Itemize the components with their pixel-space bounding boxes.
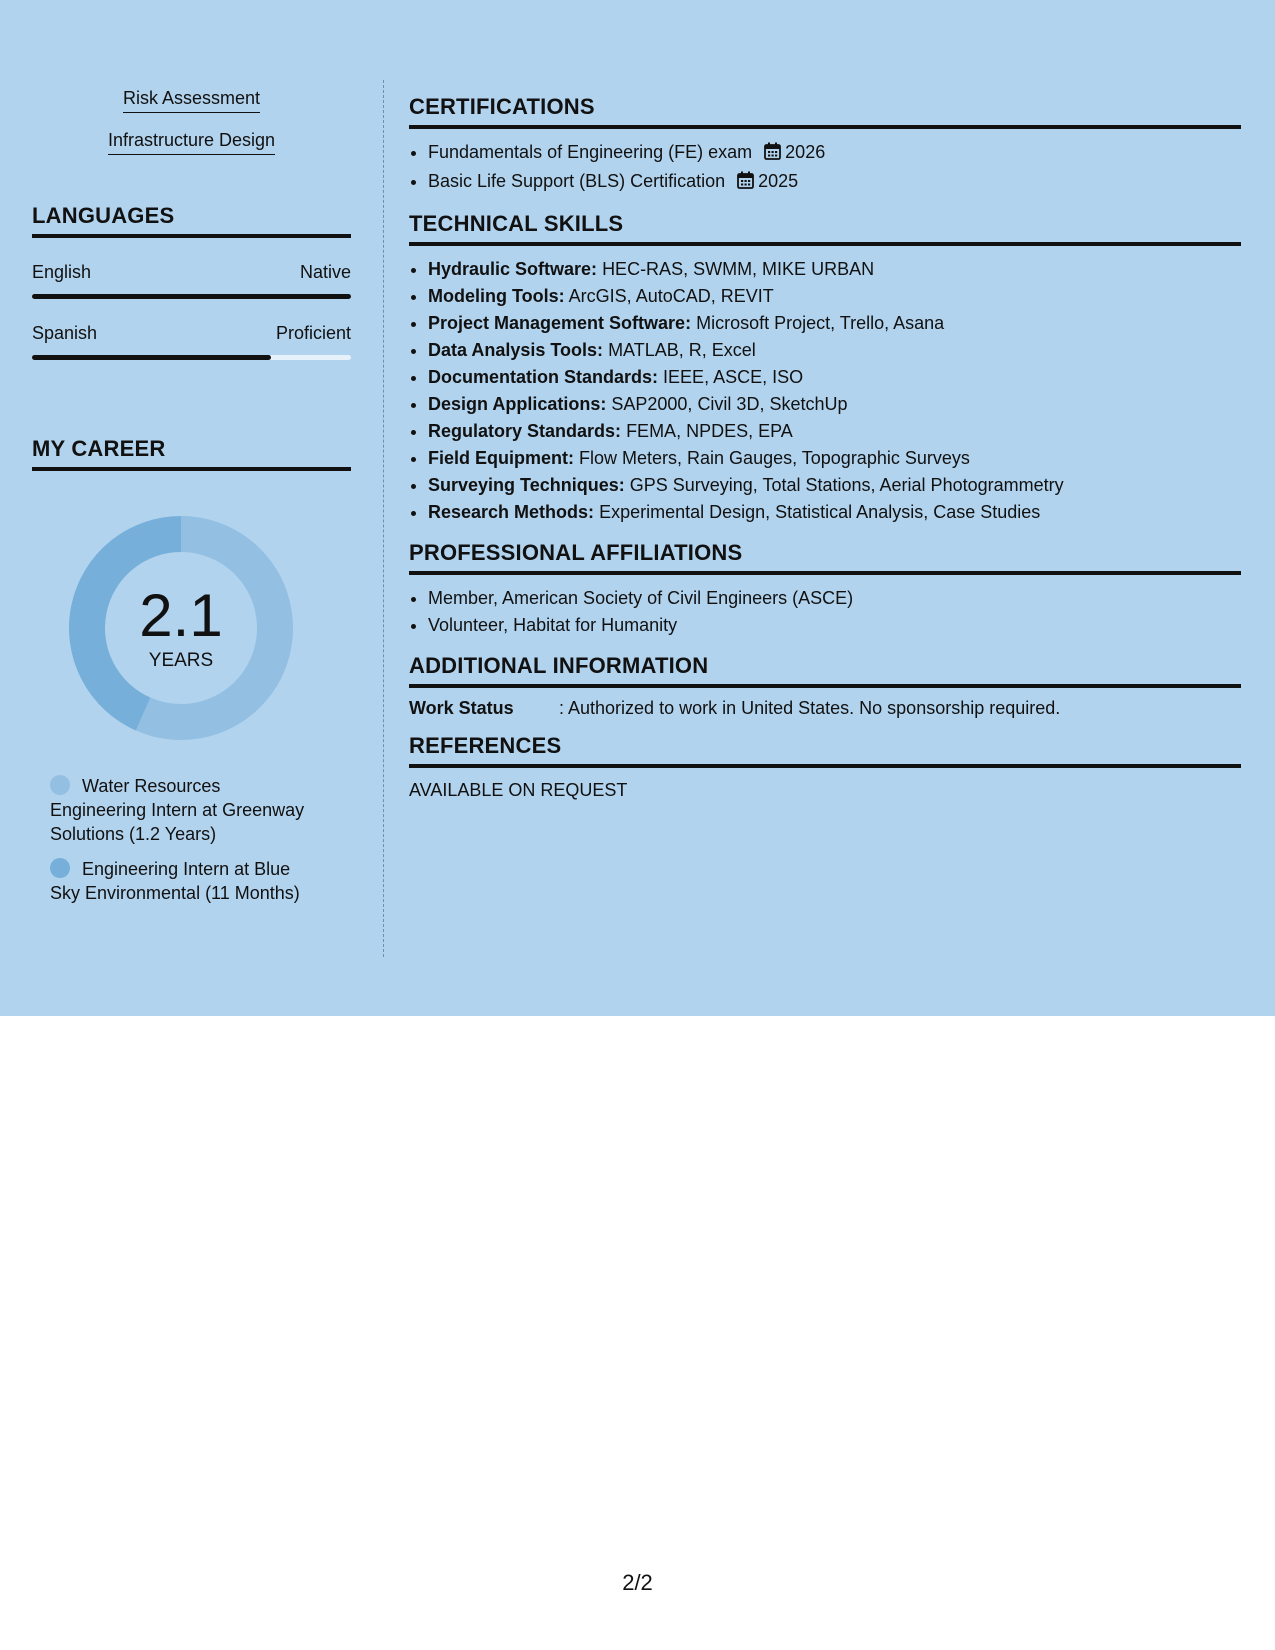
- skill-tag-risk-assessment: Risk Assessment: [123, 88, 260, 113]
- certification-name: Fundamentals of Engineering (FE) exam: [428, 142, 753, 162]
- skill-label: Surveying Techniques:: [428, 475, 625, 495]
- skill-value: Experimental Design, Statistical Analysis, Case Studies: [599, 502, 1041, 522]
- skill-value: IEEE, ASCE, ISO: [663, 367, 804, 387]
- skill-value: MATLAB, R, Excel: [608, 340, 756, 360]
- career-donut-chart: [66, 513, 296, 743]
- career-legend-item: [50, 857, 320, 905]
- languages-heading: LANGUAGES: [32, 203, 351, 238]
- career-entry-text: Water Resources Engineering Intern at Greenway Solutions (1.2 Years): [50, 776, 305, 844]
- legend-dot: [50, 858, 70, 878]
- certification-year: 2026: [785, 142, 826, 162]
- affiliation-item: • Member, American Society of Civil Engineers (ASCE): [428, 585, 1241, 612]
- certifications-heading: CERTIFICATIONS: [409, 94, 1241, 129]
- technical-skills-heading: TECHNICAL SKILLS: [409, 211, 1241, 246]
- sidebar: [32, 80, 351, 916]
- affiliations-section: [409, 540, 1241, 639]
- skill-item: [428, 418, 1241, 445]
- affiliation-item: • Volunteer, Habitat for Humanity: [428, 612, 1241, 639]
- certification-name: Basic Life Support (BLS) Certification: [428, 171, 726, 191]
- skill-label: Data Analysis Tools:: [428, 340, 604, 360]
- career-legend: [50, 774, 320, 905]
- language-level: Proficient: [275, 323, 351, 343]
- skill-value: FEMA, NPDES, EPA: [626, 421, 793, 441]
- certification-year: 2025: [758, 171, 799, 191]
- skill-item: [428, 445, 1241, 472]
- skill-value: GPS Surveying, Total Stations, Aerial Photogrammetry: [629, 475, 1064, 495]
- skill-item: [428, 256, 1241, 283]
- work-status-row: [409, 698, 1241, 719]
- calendar-icon: [737, 170, 754, 197]
- skill-item: [428, 391, 1241, 418]
- language-name: English: [32, 262, 92, 282]
- language-level: Native: [299, 262, 351, 282]
- certifications-section: [409, 94, 1241, 197]
- career-entry-text: Engineering Intern at Blue Sky Environmental (11 Months): [50, 859, 300, 903]
- language-proficiency-fill: [32, 355, 271, 360]
- references-section: [409, 733, 1241, 801]
- skill-value: Flow Meters, Rain Gauges, Topographic Surveys: [579, 448, 970, 468]
- skill-label: Project Management Software:: [428, 313, 692, 333]
- skill-item: [428, 364, 1241, 391]
- legend-dot: [50, 775, 70, 795]
- skill-tag-infrastructure-design: Infrastructure Design: [108, 130, 275, 155]
- skill-item: [428, 283, 1241, 310]
- skill-item: [428, 499, 1241, 526]
- language-spanish: [32, 323, 351, 360]
- career-legend-item: [50, 774, 320, 846]
- page-number: 2/2: [622, 1570, 653, 1595]
- language-name: Spanish: [32, 323, 98, 343]
- skill-tags: [32, 80, 351, 172]
- skill-value: SAP2000, Civil 3D, SketchUp: [611, 394, 848, 414]
- skill-value: Microsoft Project, Trello, Asana: [696, 313, 945, 333]
- skill-label: Field Equipment:: [428, 448, 574, 468]
- additional-info-heading: ADDITIONAL INFORMATION: [409, 653, 1241, 688]
- technical-skills-section: [409, 211, 1241, 526]
- skill-item: [428, 310, 1241, 337]
- skill-label: Regulatory Standards:: [428, 421, 622, 441]
- references-text: AVAILABLE ON REQUEST: [409, 780, 628, 800]
- main-content: [409, 94, 1241, 815]
- column-divider: [383, 80, 384, 957]
- language-proficiency-bar: [32, 355, 351, 360]
- skill-label: Documentation Standards:: [428, 367, 659, 387]
- work-status-label: Work Status: [409, 698, 514, 718]
- career-total-years: 2.1: [139, 582, 223, 649]
- language-english: [32, 262, 351, 299]
- language-proficiency-bar: [32, 294, 351, 299]
- work-status-value: : Authorized to work in United States. No sponsorship required.: [559, 698, 1061, 718]
- calendar-icon: [764, 141, 781, 168]
- career-heading: MY CAREER: [32, 436, 351, 471]
- skill-label: Research Methods:: [428, 502, 595, 522]
- additional-info-section: [409, 653, 1241, 719]
- skill-item: [428, 337, 1241, 364]
- skill-label: Design Applications:: [428, 394, 607, 414]
- skill-label: Modeling Tools:: [428, 286, 565, 306]
- affiliations-heading: PROFESSIONAL AFFILIATIONS: [409, 540, 1241, 575]
- language-proficiency-fill: [32, 294, 351, 299]
- skill-label: Hydraulic Software:: [428, 259, 598, 279]
- skill-value: HEC-RAS, SWMM, MIKE URBAN: [602, 259, 875, 279]
- certification-item: [428, 139, 1241, 168]
- skill-item: [428, 472, 1241, 499]
- career-total-unit: YEARS: [148, 650, 214, 671]
- certification-item: [428, 168, 1241, 197]
- skill-value: ArcGIS, AutoCAD, REVIT: [568, 286, 774, 306]
- references-heading: REFERENCES: [409, 733, 1241, 768]
